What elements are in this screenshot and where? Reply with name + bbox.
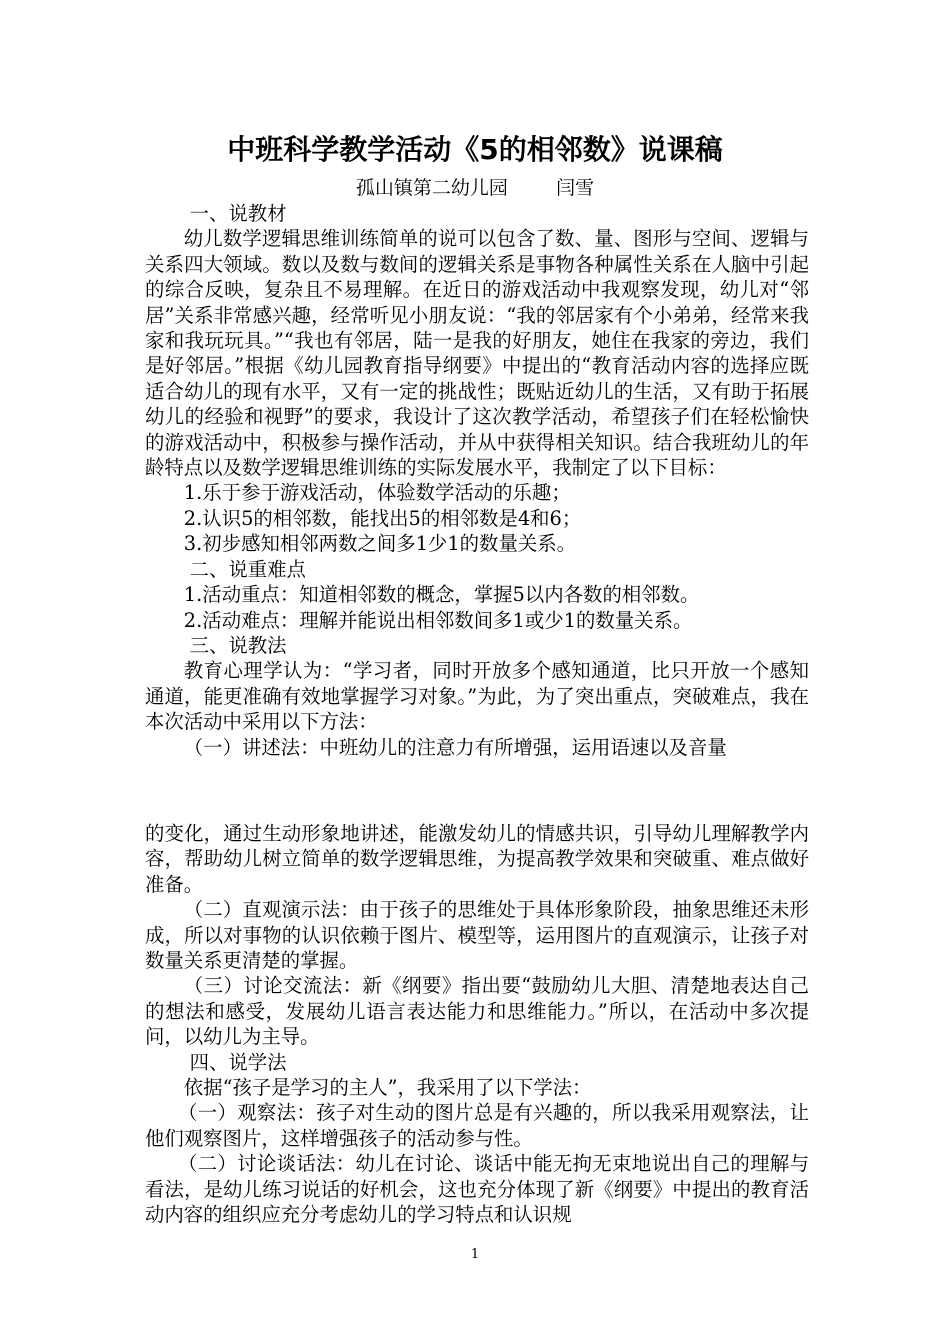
paragraph: （二）讨论谈话法：幼儿在讨论、谈话中能无拘无束地说出自己的理解与看法，是幼儿练习说话的好机会，这也充分体现了新《纲要》中提出的教育活动内容的组织应充分考虑幼儿的学习特点和认识规: [145, 1152, 809, 1227]
paragraph: （三）讨论交流法：新《纲要》指出要“鼓励幼儿大胆、清楚地表达自己的想法和感受，发展幼儿语言表达能力和思维能力。”所以，在活动中多次提问，以幼儿为主导。: [145, 974, 809, 1049]
paragraph: （一）观察法：孩子对生动的图片总是有兴趣的，所以我采用观察法，让他们观察图片，这样增强孩子的活动参与性。: [145, 1101, 809, 1150]
section-heading: 三、说教法: [189, 633, 287, 657]
paragraph: 2.活动难点：理解并能说出相邻数间多1或少1的数量关系。: [183, 608, 693, 632]
paragraph: 教育心理学认为：“学习者，同时开放多个感知通道，比只开放一个感知通道，能更准确有效地掌握学习对象。”为此，为了突出重点，突破难点，我在本次活动中采用以下方法：: [145, 659, 809, 734]
paragraph: 1.活动重点：知道相邻数的概念，掌握5以内各数的相邻数。: [183, 583, 700, 607]
page-number: 1: [470, 1247, 480, 1262]
paragraph: （一）讲述法：中班幼儿的注意力有所增强，运用语速以及音量: [183, 735, 727, 759]
paragraph: 依据“孩子是学习的主人”，我采用了以下学法：: [183, 1076, 592, 1100]
paragraph: （二）直观演示法：由于孩子的思维处于具体形象阶段，抽象思维还未形成，所以对事物的认识依赖于图片、模型等，运用图片的直观演示，让孩子对数量关系更清楚的掌握。: [145, 898, 809, 973]
document-title: 中班科学教学活动《5的相邻数》说课稿: [227, 133, 723, 166]
section-heading: 一、说教材: [189, 202, 287, 225]
paragraph: 2.认识5的相邻数，能找出5的相邻数是4和6；: [183, 506, 582, 530]
paragraph: 1.乐于参于游戏活动，体验数学活动的乐趣；: [183, 481, 571, 505]
paragraph: 幼儿数学逻辑思维训练简单的说可以包含了数、量、图形与空间、逻辑与关系四大领域。数以及数与数间的逻辑关系是事物各种属性关系在人脑中引起的综合反映，复杂且不易理解。在近日的游戏活动中我观察发现，幼儿对“邻居”关系非常感兴趣，经常听见小朋友说：“我的邻居家有个小弟弟，经常来我家和我玩玩具。”“我也有邻居，陆一是我的好朋友，她住在我家的旁边，我们是好邻居。”根据《幼儿园教育指导纲要》中提出的“教育活动内容的选择应既适合幼儿的现有水平，又有一定的挑战性；既贴近幼儿的生活，又有助于拓展幼儿的经验和视野”的要求，我设计了这次教学活动，希望孩子们在轻松愉快的游戏活动中，积极参与操作活动，并从中获得相关知识。结合我班幼儿的年龄特点以及数学逻辑思维训练的实际发展水平，我制定了以下目标：: [145, 227, 809, 480]
section-heading: 四、说学法: [189, 1050, 287, 1074]
paragraph-continuation: 的变化，通过生动形象地讲述，能激发幼儿的情感共识，引导幼儿理解教学内容，帮助幼儿树立简单的数学逻辑思维，为提高教学效果和突破重、难点做好准备。: [145, 822, 809, 896]
body-text-block-upper: [145, 201, 809, 760]
section-heading: 二、说重难点: [189, 557, 306, 581]
document-byline: 孤山镇第二幼儿园 闫雪: [355, 177, 595, 199]
body-text-block-lower: [145, 821, 809, 1228]
paragraph: 3.初步感知相邻两数之间多1少1的数量关系。: [183, 532, 577, 556]
